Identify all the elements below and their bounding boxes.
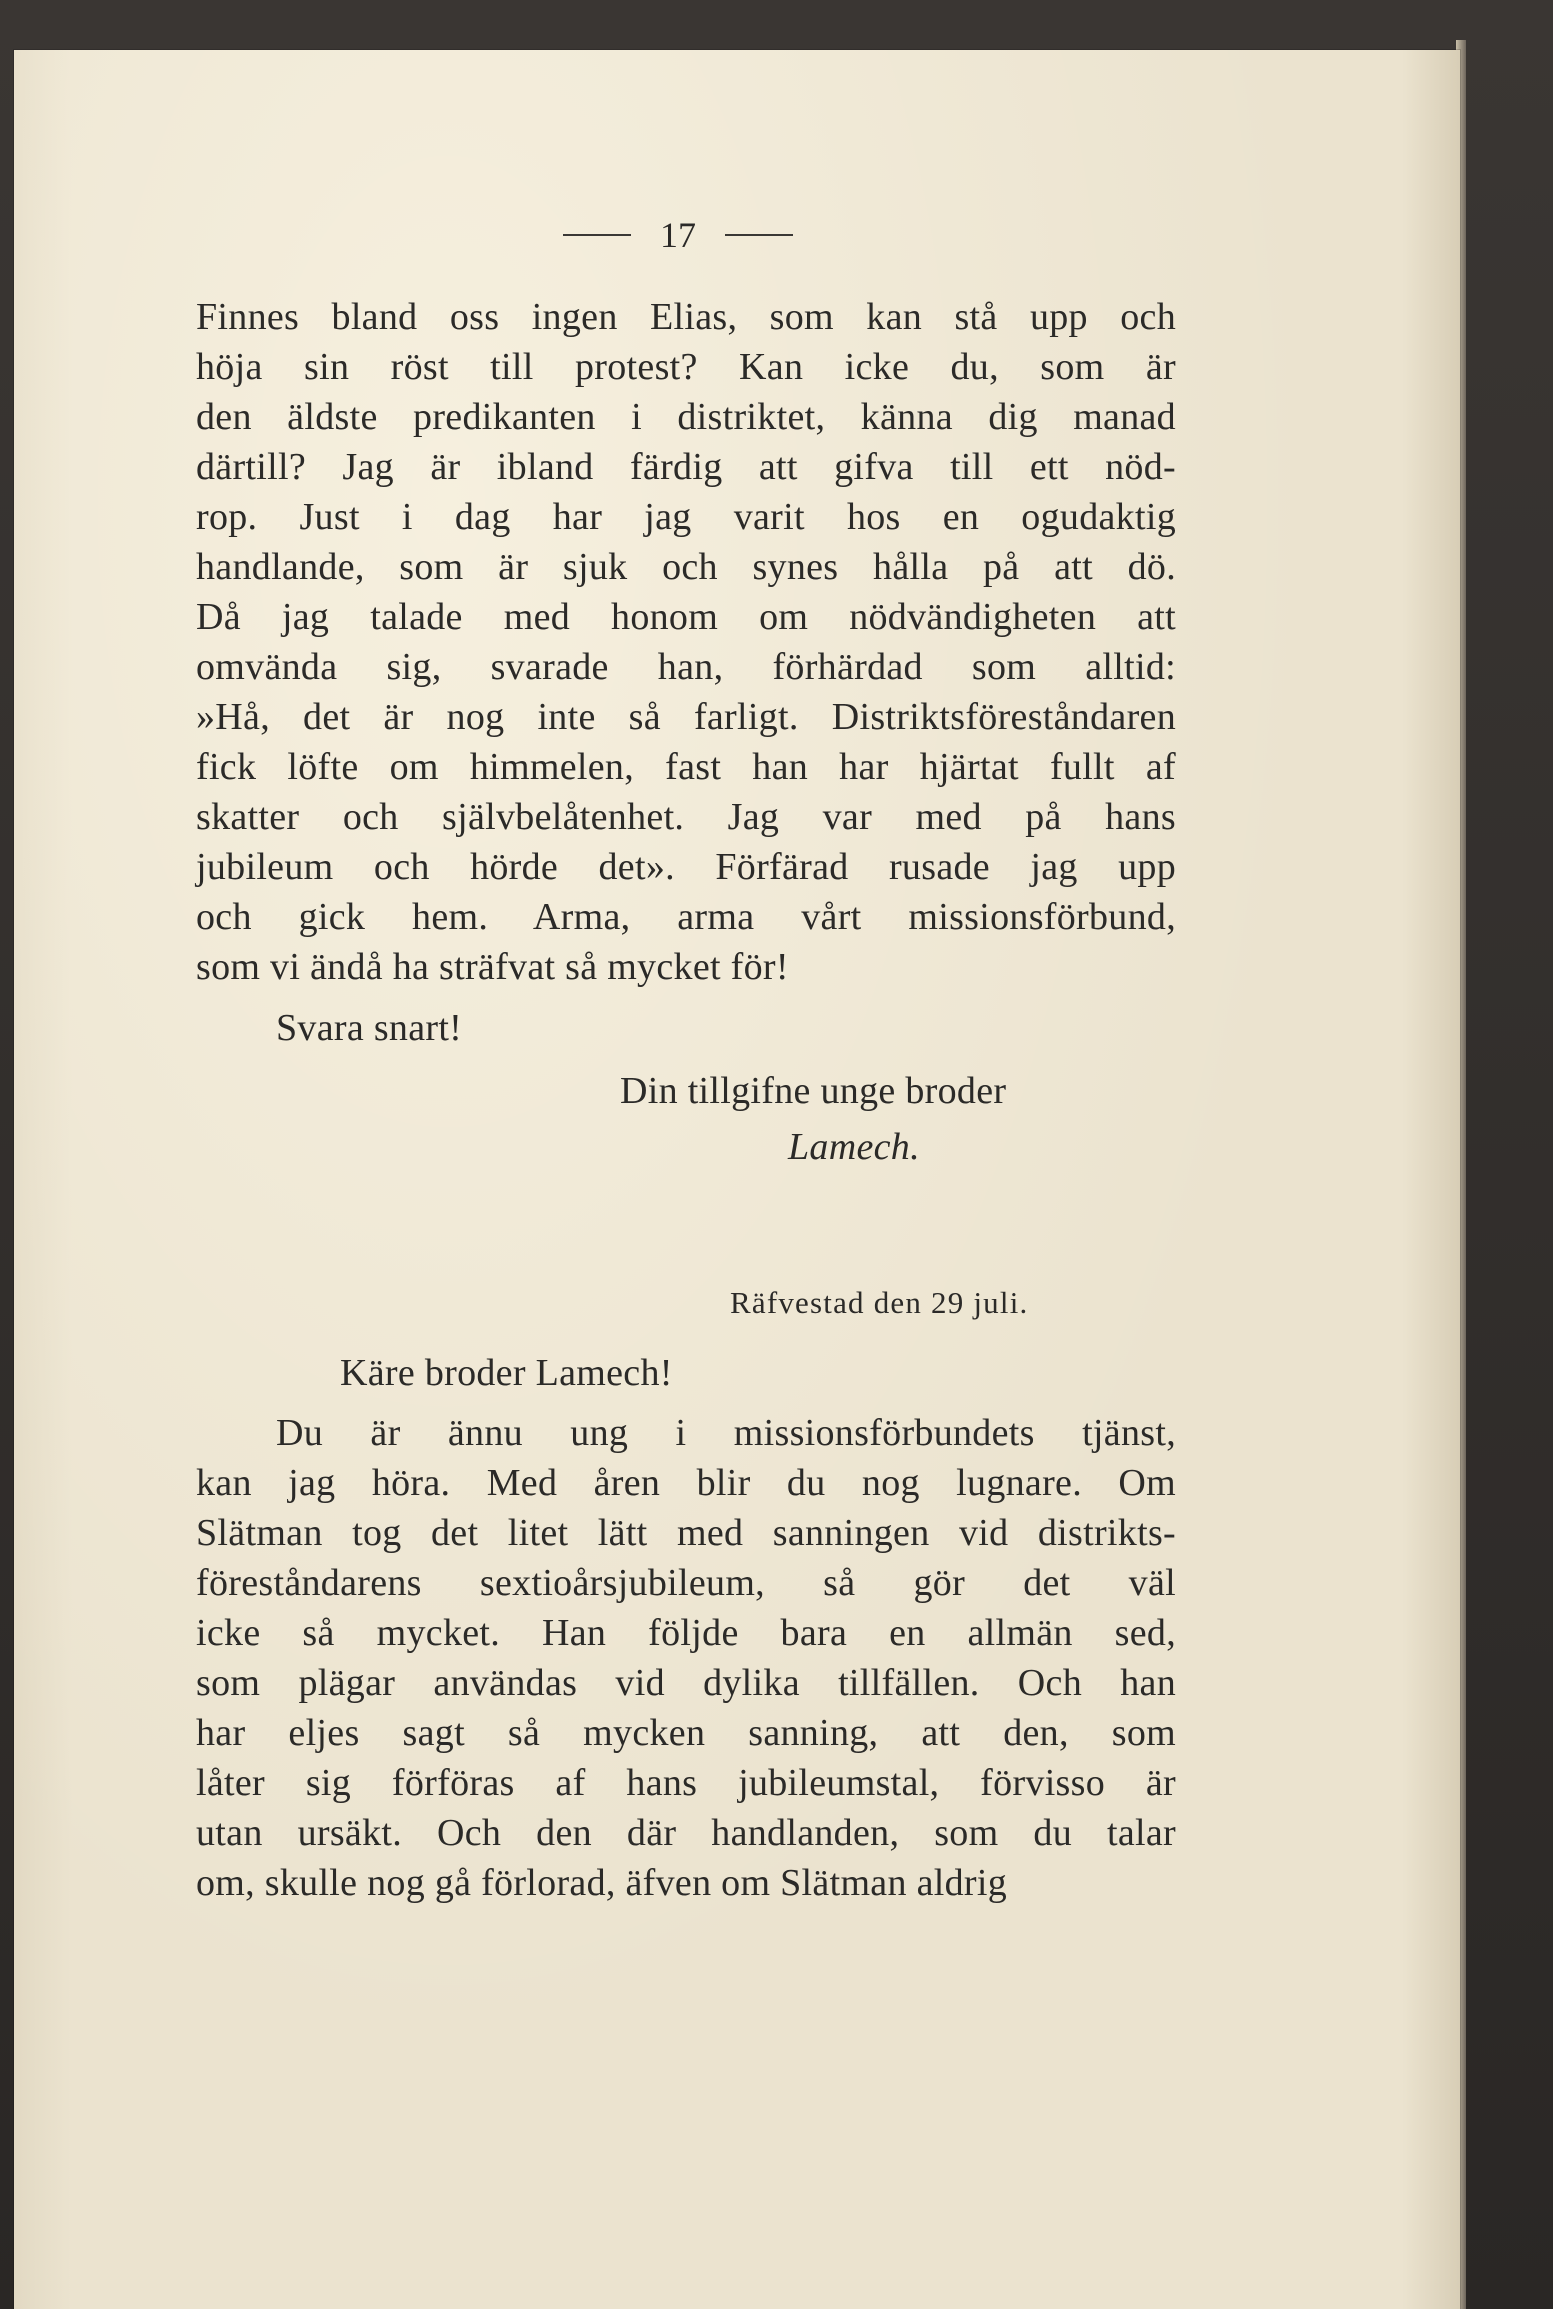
text-line: jubileum och hörde det». Förfärad rusade jag upp: [196, 846, 1176, 888]
text-line: den äldste predikanten i distriktet, känna dig manad: [196, 396, 1176, 438]
text-line: omvända sig, svarade han, förhärdad som alltid:: [196, 646, 1176, 688]
text-line: icke så mycket. Han följde bara en allmän sed,: [196, 1612, 1176, 1654]
text-line: rop. Just i dag har jag varit hos en ogudaktig: [196, 496, 1176, 538]
text-line: om, skulle nog gå förlorad, äfven om Slätman aldrig: [196, 1862, 1007, 1904]
letter-1-body: [196, 292, 1176, 992]
text-line: därtill? Jag är ibland färdig att gifva till ett nöd-: [196, 446, 1176, 488]
letter-2-body: [196, 1408, 1176, 1908]
text-line: har eljes sagt så mycken sanning, att den, som: [196, 1712, 1176, 1754]
text-line: handlande, som är sjuk och synes hålla på att dö.: [196, 546, 1176, 588]
header-rule-left: [563, 234, 631, 236]
text-line: Du är ännu ung i missionsförbundets tjänst,: [276, 1412, 1176, 1454]
letter-1-greeting: Din tillgifne unge broder: [620, 1070, 1007, 1112]
text-line: höja sin röst till protest? Kan icke du, som är: [196, 346, 1176, 388]
text-line: låter sig förföras af hans jubileumstal, förvisso är: [196, 1762, 1176, 1804]
text-line: föreståndarens sextioårsjubileum, så gör det väl: [196, 1562, 1176, 1604]
letter-2-salutation: Käre broder Lamech!: [340, 1352, 673, 1394]
text-line: utan ursäkt. Och den där handlanden, som du talar: [196, 1812, 1176, 1854]
text-line: som vi ändå ha sträfvat så mycket för!: [196, 946, 789, 988]
text-line: »Hå, det är nog inte så farligt. Distriktsföreståndaren: [196, 696, 1176, 738]
text-line: kan jag höra. Med åren blir du nog lugnare. Om: [196, 1462, 1176, 1504]
text-line: fick löfte om himmelen, fast han har hjärtat fullt af: [196, 746, 1176, 788]
text-line: Finnes bland oss ingen Elias, som kan stå upp och: [196, 296, 1176, 338]
text-line: Slätman tog det litet lätt med sanningen vid distrikts-: [196, 1512, 1176, 1554]
text-line: och gick hem. Arma, arma vårt missionsförbund,: [196, 896, 1176, 938]
letter-1-closing: Svara snart!: [276, 1007, 463, 1049]
text-line: skatter och självbelåtenhet. Jag var med på hans: [196, 796, 1176, 838]
letter-1-signature: Lamech.: [788, 1126, 920, 1168]
header-rule-right: [725, 234, 793, 236]
text-line: Då jag talade med honom om nödvändigheten att: [196, 596, 1176, 638]
page-number: 17: [660, 215, 696, 255]
page-header: [563, 210, 793, 260]
letter-2-dateline: Räfvestad den 29 juli.: [730, 1285, 1029, 1320]
text-line: som plägar användas vid dylika tillfällen. Och han: [196, 1662, 1176, 1704]
